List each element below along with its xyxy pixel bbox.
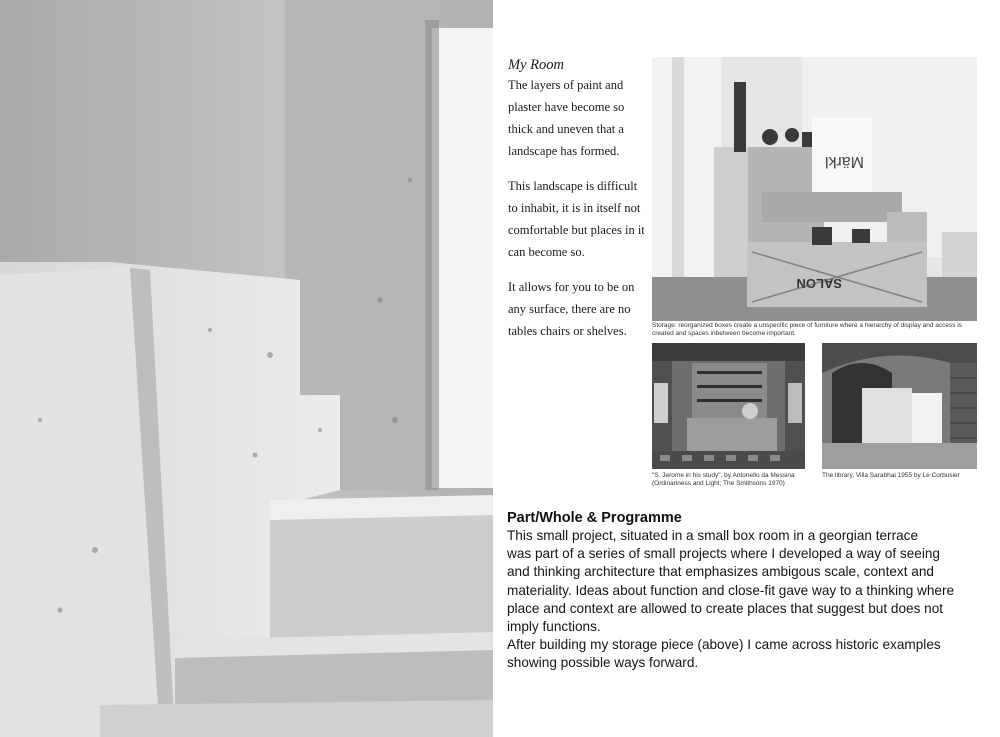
plaster-landscape-photo (0, 0, 493, 737)
plaster-landscape-image (0, 0, 493, 737)
poem-block (508, 56, 648, 355)
jerome-caption: "S. Jerome in his study", by Antonello da Messina (Ordinariness and Light; The Smithsons 1970) (652, 472, 795, 487)
section-body: This small project, situated in a small box room in a georgian terrace was part of a series of small projects where I developed a way of seeing and thinking architecture that emphasizes ambigous scale, context and materiality. Ideas about function and close-fit gave way to a thinking where place and context are allowed to create places that suggest but does not imply functions. After building my storage piece (above) I came across historic examples showing possible ways forward. (507, 528, 955, 671)
jerome-image (652, 343, 805, 469)
library-image (822, 343, 977, 469)
storage-box-text-2: SALON (796, 276, 842, 291)
poem-paragraph-2: This landscape is difficult to inhabit, it is in itself not comfortable but places in it can become so. (508, 179, 645, 259)
storage-box-text-1: Märkl (824, 153, 864, 170)
poem-paragraph-1: The layers of paint and plaster have become so thick and uneven that a landscape has formed. (508, 78, 625, 158)
library-photo (822, 343, 977, 469)
poem-paragraph-3: It allows for you to be on any surface, there are no tables chairs or shelves. (508, 280, 635, 338)
library-caption: The library, Villa Sarabhai 1955 by Le Corbusier (822, 472, 960, 479)
section-heading: Part/Whole & Programme (507, 510, 682, 526)
storage-photo (652, 57, 977, 321)
storage-caption: Storage: reorganized boxes create a unspecific piece of furniture where a hierarchy of display and access is created and spaces inbetween become important. (652, 322, 963, 337)
jerome-photo (652, 343, 805, 469)
storage-image (652, 57, 977, 321)
poem-title: My Room (508, 57, 564, 73)
